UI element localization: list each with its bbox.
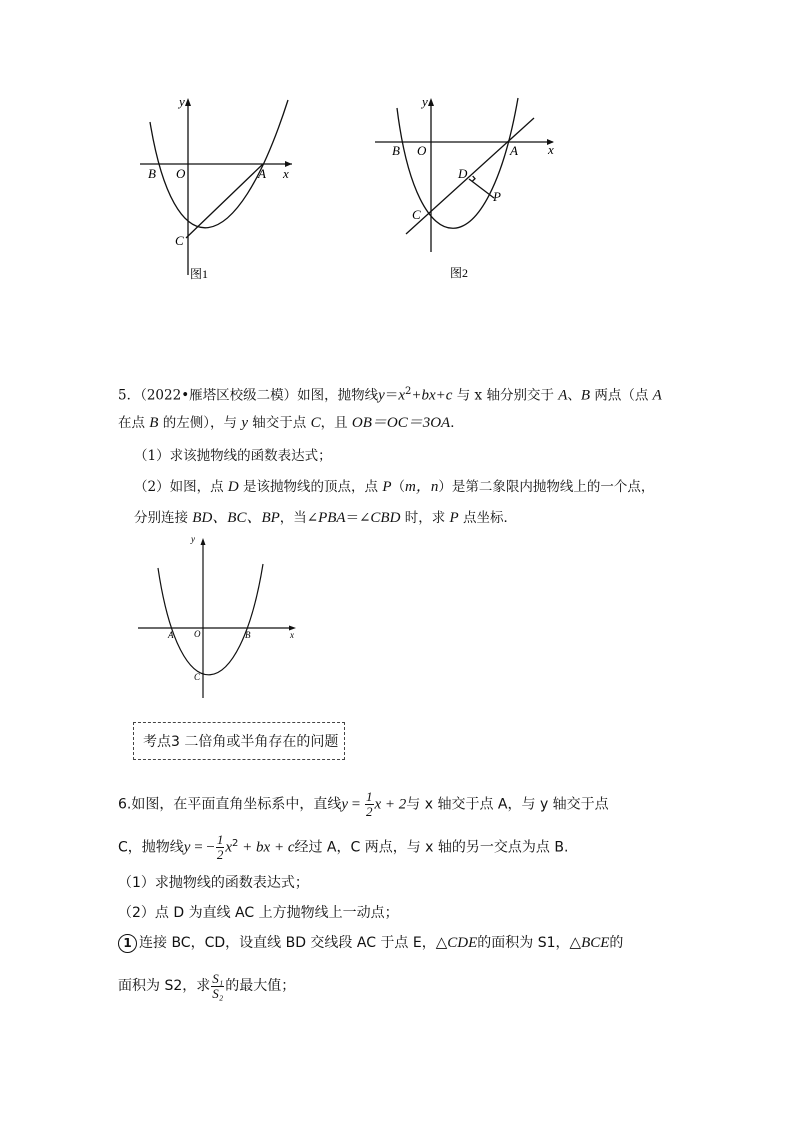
fraction-half-1: $\frac{1}{2}$ xyxy=(366,789,373,819)
fig3-a-label: A xyxy=(168,630,174,640)
problem5-question2: （2）如图，点 D 是该抛物线的顶点，点 P（m，n）是第二象限内抛物线上的一个点， xyxy=(134,479,655,495)
problem5-line1: 5．（2022•雁塔区校级二模）如图，抛物线$y=x^2+bx+c$ 与 x 轴分别交于 A、B 两点（点 A xyxy=(118,386,662,404)
fig2-d-label: D xyxy=(458,166,468,181)
problem5-question1: （1）求该抛物线的函数表达式； xyxy=(134,448,332,464)
fig2-caption: 图2 xyxy=(450,266,469,280)
fig3-x-label: x xyxy=(290,630,294,640)
fig3-y-label: y xyxy=(191,534,195,544)
fig1-origin-label: O xyxy=(176,166,186,181)
fig2-y-label: y xyxy=(422,94,428,109)
fig2-origin-label: O xyxy=(417,143,427,158)
fig3-origin-label: O xyxy=(194,629,201,639)
fig2-b-label: B xyxy=(392,143,400,158)
fig1-a-label: A xyxy=(258,166,266,181)
section-title-box xyxy=(133,722,345,760)
figure-2 xyxy=(370,90,570,290)
problem6-question2-part1-cont: 面积为 S2，求 $\frac{\text{S₁}}{\text{S₂}}$ 的最大值； xyxy=(118,970,296,1001)
problem5-line2: 在点 B 的左侧），与 y 轴交于点 C，且 OB＝OC＝3OA． xyxy=(118,415,464,431)
fig1-b-label: B xyxy=(148,166,156,181)
fig1-y-label: y xyxy=(179,94,185,109)
fig2-a-label: A xyxy=(510,143,518,158)
fig3-c-label: C xyxy=(194,672,201,682)
fig1-x-label: x xyxy=(283,166,289,181)
circled-number: 1 xyxy=(118,934,137,953)
fig2-x-label: x xyxy=(548,142,554,157)
figure-1 xyxy=(130,90,310,290)
problem6-line2: C，抛物线y = − $\frac{1}{2}$ $x^2$ + bx + c经过 A，C 两点，与 x 轴的另一交点为点 B. xyxy=(118,832,569,863)
section-title: 考点3 二倍角或半角存在的问题 xyxy=(143,734,339,750)
fig3-b-label: B xyxy=(245,630,251,640)
fig2-p-label: P xyxy=(493,189,501,204)
fig2-c-label: C xyxy=(412,207,421,222)
fig1-caption: 图1 xyxy=(190,267,209,281)
figure-3 xyxy=(130,528,310,708)
problem5-question2-cont: 分别连接 BD、BC、BP，当∠PBA＝∠CBD 时，求 P 点坐标． xyxy=(134,510,517,526)
fraction-s1-s2: $\frac{\text{S₁}}{\text{S₂}}$ xyxy=(212,970,224,1001)
fig1-c-label: C xyxy=(175,233,184,248)
problem6-line1: 6.如图，在平面直角坐标系中，直线y = $\frac{1}{2}$ x + 2与 x 轴交于点 A，与 y 轴交于点 xyxy=(118,789,609,819)
problem6-question2-part1: 1 连接 BC，CD，设直线 BD 交线段 AC 于点 E，△CDE的面积为 S1，△BCE的 xyxy=(118,933,623,953)
problem6-question1: （1）求抛物线的函数表达式； xyxy=(118,875,309,891)
problem6-question2: （2）点 D 为直线 AC 上方抛物线上一动点； xyxy=(118,905,399,921)
fraction-half-2: $\frac{1}{2}$ xyxy=(216,832,224,863)
